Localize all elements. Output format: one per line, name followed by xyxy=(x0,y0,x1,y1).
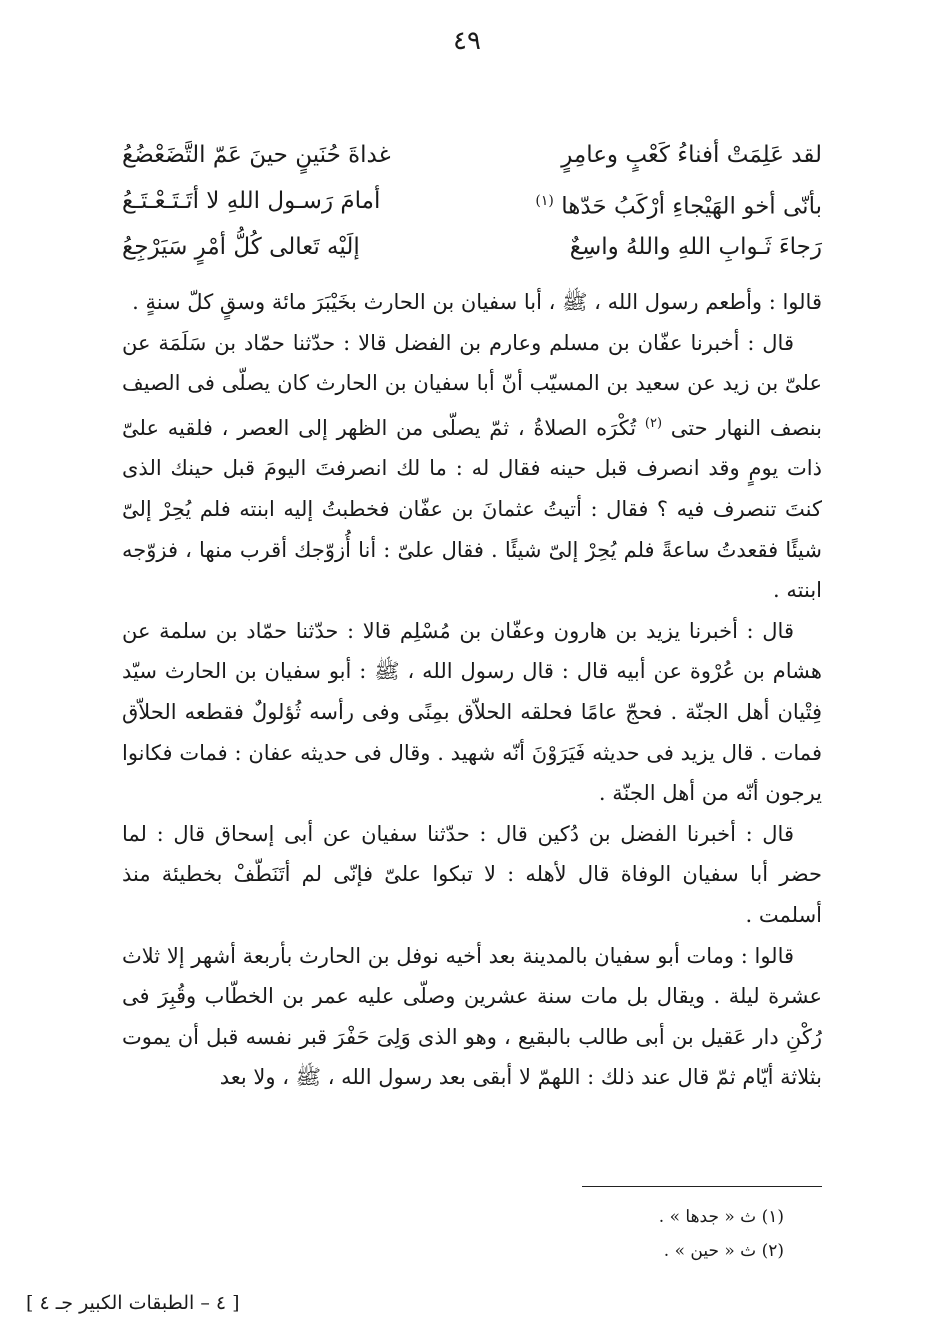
verse-second-hemistich: أمامَ رَسـول اللهِ لا أتَـتَـعْـتَـعُ xyxy=(122,188,381,214)
page-number: ٤٩ xyxy=(453,26,481,56)
poem-verse xyxy=(122,178,822,224)
poem-verse xyxy=(122,224,822,270)
verse-text: بأنّى أخو الهَيْجاءِ أرْكَبُ حَدّها xyxy=(561,193,822,220)
paragraph: قالوا : وأطعم رسول الله ، ﷺ ، أبا سفيان بن الحارث بخَيْبَرَ مائة وسقٍ كلّ سنةٍ . xyxy=(132,290,822,314)
poem-verse xyxy=(122,132,822,178)
footnote: (١) ث « جدها » . xyxy=(658,1207,784,1227)
verse-first-hemistich xyxy=(535,178,822,224)
verse-first-hemistich: لقد عَلِمَتْ أفناءُ كَعْبٍ وعامِرٍ xyxy=(561,142,822,168)
footnotes xyxy=(384,1200,784,1268)
paragraph: قال : أخبرنا الفضل بن دُكين قال : حدّثنا سفيان عن أبى إسحاق قال : لما حضر أبا سفيان الوفاة قال لأهله : لا تبكوا علىّ فإنّى لم أتَنَطّفْ بخطيئة منذ أسلمت . xyxy=(122,821,822,927)
paragraph: قالوا : ومات أبو سفيان بالمدينة بعد أخيه نوفل بن الحارث بأربعة أشهر إلا ثلاث عشرة ليلة . ويقال بل مات سنة عشرين وصلّى عليه عمر بن الخطّاب وقُبِرَ فى رُكْنِ دار عَقيل بن أبى طالب بالبقيع ، وهو الذى وَلِىَ حَفْرَ قبر نفسه قبل أن يموت بثلاثة أيّام ثمّ قال عند ذلك : اللهمّ لا أبقى بعد رسول الله ، ﷺ ، ولا بعد xyxy=(122,943,822,1090)
paragraph xyxy=(122,323,822,611)
body-text xyxy=(122,282,822,1098)
paragraph: قال : أخبرنا يزيد بن هارون وعفّان بن مُسْلِم قالا : حدّثنا حمّاد بن سلمة عن هشام بن عُرْوة عن أبيه قال : قال رسول الله ، ﷺ : أبو سفيان بن الحارث سيّد فِتْيان أهل الجنّة . فحجّ عامًا فحلقه الحلاّق بمِنًى وفى رأسه ثُؤلولٌ فقطعه الحلاّق فمات . قال يزيد فى حديثه فَيَرَوْنَ أنّه شهيد . وقال فى حديثه عفان : فمات فكانوا يرجون أنّه من أهل الجنّة . xyxy=(122,618,822,806)
poem xyxy=(122,132,822,270)
paragraph-text: تُكْرَه الصلاةُ ، ثمّ يصلّى من الظهر إلى العصر ، فلقيه علىّ ذات يومٍ وقد انصرف قبل حينه فقال له : ما لك انصرفتَ اليومَ قبل حينك الذى كنتَ تنصرف فيه ؟ فقال : أتيتُ عثمانَ بن عفّان فخطبتُ إليه ابنته فلم يُحِرْ إلىّ شيئًا فقعدتُ ساعةً فلم يُحِرْ إلىّ شيئًا . فقال علىّ : أنا أُزوّجك أقرب منها ، فزوّجه ابنته . xyxy=(122,415,822,603)
footnote-marker: (٢) xyxy=(644,415,663,431)
verse-second-hemistich: إلَيْه تَعالى كُلُّ أمْرٍ سَيَرْجِعُ xyxy=(122,234,360,260)
footnote-marker: (١) xyxy=(535,193,554,209)
verse-first-hemistich: رَجاءَ ثَـوابِ اللهِ واللهُ واسِعٌ xyxy=(569,234,822,260)
footnote-divider xyxy=(582,1186,822,1187)
verse-second-hemistich: غداةَ حُنَينٍ حينَ عَمّ التَّضَعْضُعُ xyxy=(122,142,391,168)
footnote: (٢) ث « حين » . xyxy=(663,1241,784,1261)
paragraph-text: قال : أخبرنا عفّان بن مسلم وعارم بن الفضل قالا : حدّثنا حمّاد بن سَلَمَة عن علىّ بن زيد عن سعيد بن المسيّب أنّ أبا سفيان بن الحارث كان يصلّى فى الصيف بنصف النهار حتى xyxy=(122,330,822,440)
page-footer: [ ٤ – الطبقات الكبير جـ ٤ ] xyxy=(26,1292,240,1314)
